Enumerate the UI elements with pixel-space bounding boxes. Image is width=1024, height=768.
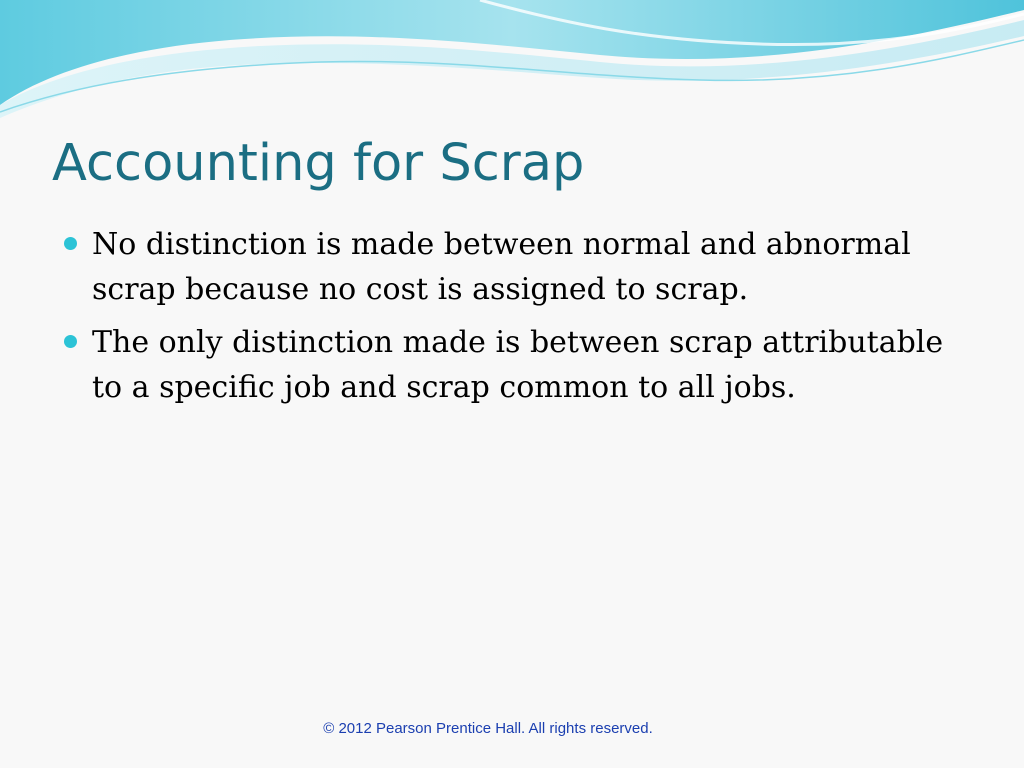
slide-title: Accounting for Scrap: [52, 134, 585, 193]
footer-copyright: [0, 720, 1024, 737]
bullet-dot-icon: [64, 335, 77, 348]
bullet-text: The only distinction made is between scrap attributable to a specific job and scrap common to all jobs.: [92, 325, 944, 405]
header-wave-decoration: [0, 0, 1024, 130]
bullet-list: [62, 222, 962, 418]
bullet-dot-icon: [64, 237, 77, 250]
bullet-item: [62, 222, 962, 312]
bullet-text: No distinction is made between normal and abnormal scrap because no cost is assigned to scrap.: [92, 227, 911, 307]
copyright-text: © 2012 Pearson Prentice Hall. All rights reserved.: [323, 720, 653, 737]
bullet-item: [62, 320, 962, 410]
